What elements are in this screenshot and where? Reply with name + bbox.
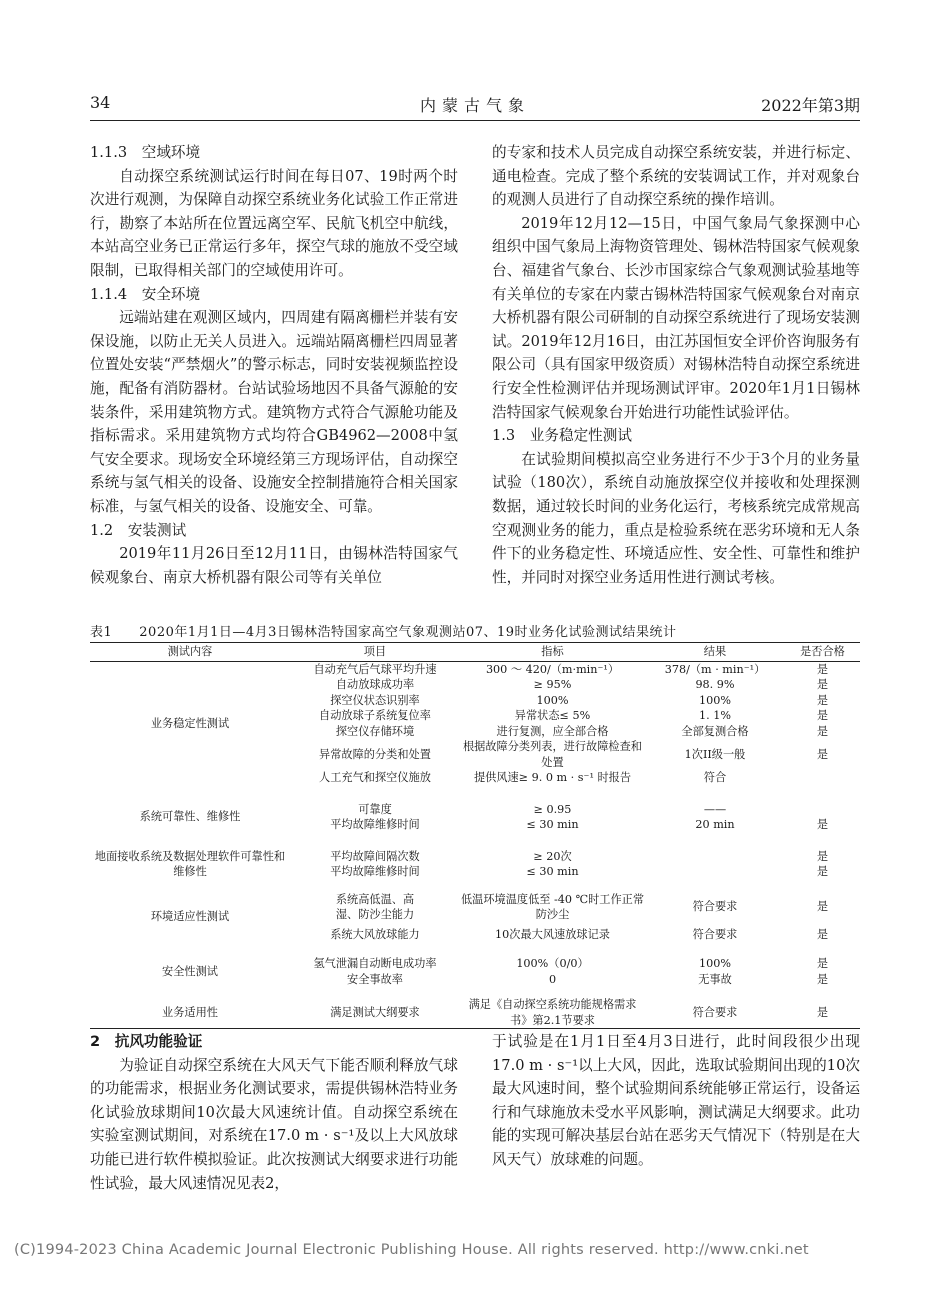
results-table	[90, 642, 860, 1029]
table-cell: 异常状态≤ 5%	[514, 709, 591, 722]
table-cell: 符合要求	[692, 900, 738, 914]
table-cell: 是	[816, 747, 829, 761]
table-caption: 表1 2020年1月1日—4月3日锡林浩特国家高空气象观测站07、19时业务化试验测试结果统计	[90, 625, 677, 640]
issue-label: 2022年第3期	[761, 96, 860, 115]
table-row	[90, 956, 860, 972]
page-number: 34	[90, 93, 111, 112]
table-cell: 提供风速≥ 9. 0 m · s⁻¹ 时报告	[473, 771, 632, 784]
table-cell: ≥ 20次	[533, 849, 572, 863]
table-cell: ≤ 30 min	[526, 818, 579, 831]
copyright-footer: (C)1994-2023 China Academic Journal Electronic Publishing House. All rights reserved. http://www.cnki.net	[14, 1242, 809, 1258]
paragraph: 2019年11月26日至12月11日，由锡林浩特国家气候观象台、南京大桥机器有限公司等有关单位	[90, 545, 458, 586]
table-cell: 1. 1%	[699, 709, 731, 722]
table-cell: 0	[548, 972, 557, 986]
paragraph: 的专家和技术人员完成自动探空系统安装，并进行标定、通电检查。完成了整个系统的安装调试工作，并对观象台的观测人员进行了自动探空系统的操作培训。	[492, 144, 860, 209]
table-cell: 氢气泄漏自动断电成功率	[313, 957, 437, 970]
table-cell: 是	[816, 724, 829, 738]
table-cell: 是	[816, 927, 829, 941]
paragraph: 远端站建在观测区域内，四周建有隔离栅栏并装有安保设施，以防止无关人员进入。远端站隔离栅栏四周显著位置处安装“严禁烟火”的警示标志，同时安装视频监控设施，配备有消防器材。台站试验场地因不具备气源舱的安装条件，采用建筑物方式。建筑物方式符合气源舱功能及指标需求。采用建筑物方式均符合GB4962—2008中氢气安全要求。现场安全环境经第三方现场评估，自动探空系统与氢气相关的设备、设施安全控制措施符合相关国家标准，与氢气相关的设备、设施安全、可靠。	[90, 309, 458, 515]
table-cell: 平均故障维修时间	[330, 865, 420, 878]
paragraph: 自动探空系统测试运行时间在每日07、19时两个时次进行观测，为保障自动探空系统业务化试验工作正常进行，勘察了本站所在位置远离空军、民航飞机空中航线，本站高空业务已正常运行多年，探空气球的施放不受空域限制，已取得相关部门的空域使用许可。	[90, 167, 458, 279]
table-cell	[785, 770, 860, 786]
journal-title: 内蒙古气象	[419, 96, 530, 115]
table-row	[90, 802, 860, 818]
table-cell: 平均故障维修时间	[330, 818, 420, 831]
table-cell: 是	[816, 900, 829, 914]
paragraph: 于试验是在1月1日至4月3日进行，此时间段很少出现17.0 m · s⁻¹以上大风，因此，选取试验期间出现的10次最大风速时间，整个试验期间系统能够正常运行，设备运行和气球施放未受水平风影响，测试满足大纲要求。此功能的实现可解决基层台站在恶劣天气情况下（特别是在大风天气）放球难的问题。	[492, 1033, 860, 1168]
header-rule	[90, 120, 860, 121]
table-cell: 无事故	[698, 972, 732, 986]
group-label: 系统可靠性、维修性	[139, 810, 241, 824]
table-cell: 是	[816, 865, 829, 878]
running-header	[90, 93, 860, 117]
table-cell: 根据故障分类列表，进行故障检查和处置	[462, 740, 642, 769]
table-cell: 符合要求	[645, 997, 785, 1029]
table-header-cell: 测试内容	[90, 643, 290, 662]
table-row	[90, 892, 860, 923]
group-label: 环境适应性测试	[150, 910, 230, 923]
table-cell: 100%	[699, 957, 731, 970]
table-cell: 100%	[536, 693, 569, 707]
table-cell: 是	[816, 849, 829, 863]
table-cell: 是	[816, 957, 829, 970]
table-cell	[645, 849, 785, 865]
table-cell: 100%（0/0）	[516, 957, 589, 970]
table-cell: 低温环境温度低至 -40 ℃时工作正常防沙尘	[460, 892, 645, 921]
table-cell: 100%	[699, 693, 731, 707]
table-cell: 探空仪存储环境	[335, 724, 415, 738]
table-cell: 符合	[703, 771, 727, 784]
section-heading-1-1-4: 1.1.4 安全环境	[90, 285, 201, 303]
table-cell: 满足测试大纲要求	[290, 997, 460, 1029]
table-cell: 是	[816, 693, 829, 707]
table-cell: 人工充气和探空仪施放	[319, 771, 431, 784]
table-cell	[645, 864, 785, 880]
table-cell: 是	[816, 972, 829, 986]
table-cell: 探空仪状态识别率	[330, 693, 420, 707]
table-cell: 满足《自动探空系统功能规格需求书》第2.1节要求	[460, 997, 645, 1029]
table-cell	[785, 802, 860, 818]
table-cell: 可靠度	[358, 802, 392, 816]
table-cell: 异常故障的分类和处置	[319, 747, 431, 761]
table-cell: ≤ 30 min	[526, 865, 579, 878]
table-header-cell: 项目	[290, 643, 460, 662]
group-label: 安全性测试	[162, 964, 218, 978]
table-cell: 是	[816, 709, 829, 722]
table-row	[90, 997, 860, 1029]
table-cell: ≥ 95%	[533, 678, 572, 691]
table-cell: 是	[816, 662, 829, 676]
right-column-top	[492, 141, 860, 589]
table-cell: 1次II级一般	[684, 747, 746, 761]
left-column-top	[90, 141, 458, 589]
section-heading-2: 2 抗风功能验证	[90, 1033, 203, 1050]
table-cell: ——	[703, 802, 727, 816]
paragraph: 为验证自动探空系统在大风天气下能否顺利释放气球的功能需求，根据业务化测试要求，需提供锡林浩特业务化试验放球期间10次最大风速统计值。自动探空系统在实验室测试期间，对系统在17.0 m · s⁻¹及以上大风放球功能已进行软件模拟验证。此次按测试大纲要求进行功能性试验，最大风速情况见表2，	[90, 1056, 458, 1192]
section-heading-1-3: 1.3 业务稳定性测试	[492, 427, 632, 445]
group-label: 业务稳定性测试	[150, 716, 230, 730]
table-cell: 进行复测，应全部合格	[496, 724, 609, 738]
table-header-cell: 是否合格	[785, 643, 860, 662]
left-column-bottom	[90, 1030, 458, 1195]
table-cell: 自动放球成功率	[335, 678, 415, 691]
table-cell: 全部复测合格	[681, 724, 749, 738]
table-cell: 平均故障间隔次数	[330, 849, 420, 863]
table-cell: 系统大风放球能力	[330, 927, 420, 941]
table-cell: 300 ～ 420/（m·min⁻¹）	[485, 662, 620, 676]
table-cell: 是	[816, 678, 829, 691]
table-cell: 98. 9%	[695, 678, 735, 691]
table-cell: 10次最大风速放球记录	[495, 927, 610, 941]
section-heading-1-1-3: 1.1.3 空域环境	[90, 144, 201, 161]
table-cell: 自动放球子系统复位率	[319, 709, 431, 722]
table-cell: 是	[816, 818, 829, 831]
paragraph: 在试验期间模拟高空业务进行不少于3个月的业务量试验（180次），系统自动施放探空仪并接收和处理探测数据，通过较长时间的业务化运行，考核系统完成常规高空观测业务的能力，重点是检验系统在恶劣环境和无人条件下的业务稳定性、环境适应性、安全性、可靠性和维护性，并同时对探空业务适用性进行测试考核。	[492, 450, 860, 586]
group-label: 地面接收系统及数据处理软件可靠性和维修性	[94, 849, 286, 878]
table-cell: 安全事故率	[347, 972, 403, 986]
table-cell: 是	[785, 997, 860, 1029]
table-cell: 自动充气后气球平均升速	[313, 662, 437, 676]
table-row	[90, 849, 860, 865]
table-cell: 系统高低温、高湿、防沙尘能力	[335, 892, 415, 921]
table-header-cell: 指标	[460, 643, 645, 662]
table-cell: 378/（m · min⁻¹）	[664, 662, 766, 676]
group-label: 业务适用性	[90, 997, 290, 1029]
table-header-cell: 结果	[645, 643, 785, 662]
table-row	[90, 661, 860, 677]
right-column-bottom	[492, 1030, 860, 1172]
section-heading-1-2: 1.2 安装测试	[90, 521, 187, 539]
paragraph: 2019年12月12—15日，中国气象局气象探测中心组织中国气象局上海物资管理处、锡林浩特国家气候观象台、福建省气象台、长沙市国家综合气象观测试验基地等有关单位的专家在内蒙古锡林浩特国家气候观象台对南京大桥机器有限公司研制的自动探空系统进行了现场安装测试。2019年12月16日，由江苏国恒安全评价咨询服务有限公司（具有国家甲级资质）对锡林浩特自动探空系统进行安全性检测评估并现场测试评审。2020年1月1日锡林浩特国家气候观象台开始进行功能性试验评估。	[492, 214, 860, 421]
table-cell: 符合要求	[692, 927, 738, 941]
table-cell: 20 min	[695, 818, 735, 831]
table-header-row	[90, 643, 860, 662]
table-cell: ≥ 0.95	[533, 802, 572, 816]
